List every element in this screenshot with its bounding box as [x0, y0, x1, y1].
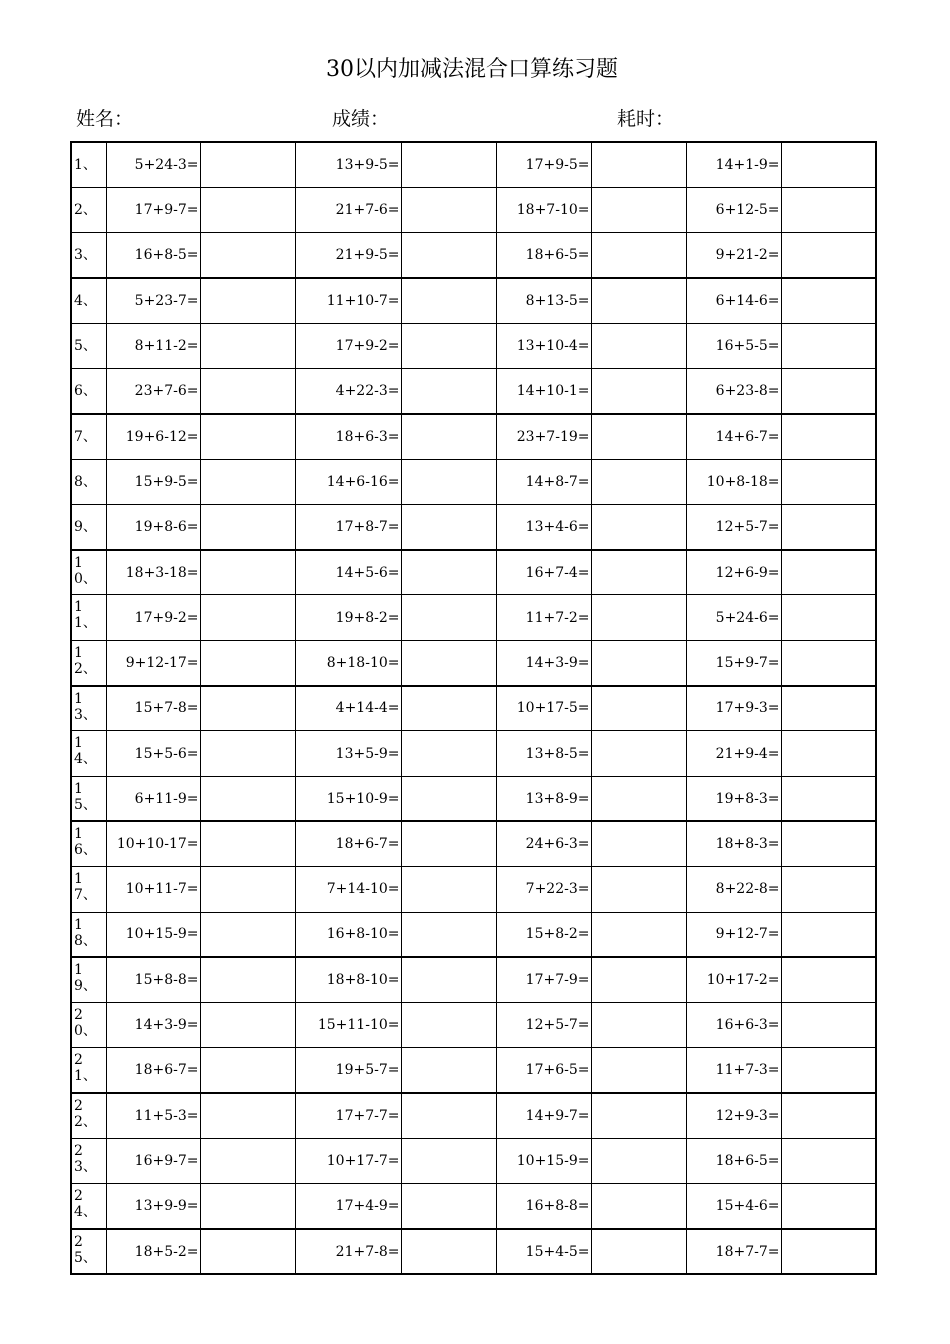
answer-cell[interactable] [401, 912, 496, 957]
answer-cell[interactable] [200, 821, 295, 866]
problem-expression: 11+5-3= [106, 1093, 200, 1138]
problem-expression: 15+8-8= [106, 957, 200, 1002]
answer-cell[interactable] [591, 142, 686, 187]
answer-cell[interactable] [401, 278, 496, 323]
problem-expression: 23+7-19= [496, 414, 591, 459]
answer-cell[interactable] [591, 368, 686, 413]
answer-cell[interactable] [401, 1003, 496, 1048]
problem-expression: 17+8-7= [295, 504, 401, 549]
table-row [71, 640, 876, 685]
table-row [71, 323, 876, 368]
answer-cell[interactable] [200, 731, 295, 776]
answer-cell[interactable] [781, 368, 876, 413]
problem-expression: 17+6-5= [496, 1048, 591, 1093]
problem-expression: 10+17-2= [686, 957, 781, 1002]
answer-cell[interactable] [401, 187, 496, 232]
answer-cell[interactable] [200, 1139, 295, 1184]
problem-expression: 18+7-7= [686, 1229, 781, 1274]
problem-expression: 16+8-8= [496, 1184, 591, 1229]
problem-expression: 14+1-9= [686, 142, 781, 187]
problem-number: 20、 [71, 1003, 106, 1048]
problem-expression: 16+5-5= [686, 323, 781, 368]
answer-cell[interactable] [401, 595, 496, 640]
table-row [71, 1184, 876, 1229]
answer-cell[interactable] [200, 640, 295, 685]
problem-expression: 14+5-6= [295, 550, 401, 595]
problem-expression: 15+8-2= [496, 912, 591, 957]
answer-cell[interactable] [200, 1093, 295, 1138]
problem-expression: 10+8-18= [686, 459, 781, 504]
problem-expression: 6+12-5= [686, 187, 781, 232]
table-row [71, 957, 876, 1002]
table-row [71, 1093, 876, 1138]
answer-cell[interactable] [401, 686, 496, 731]
problem-expression: 11+7-3= [686, 1048, 781, 1093]
problem-expression: 14+10-1= [496, 368, 591, 413]
table-row [71, 867, 876, 912]
problem-number: 15、 [71, 776, 106, 821]
problem-expression: 12+9-3= [686, 1093, 781, 1138]
answer-cell[interactable] [200, 1229, 295, 1274]
answer-cell[interactable] [200, 1048, 295, 1093]
answer-cell[interactable] [781, 550, 876, 595]
answer-cell[interactable] [591, 550, 686, 595]
answer-cell[interactable] [200, 187, 295, 232]
problem-number: 24、 [71, 1184, 106, 1229]
problem-expression: 24+6-3= [496, 821, 591, 866]
answer-cell[interactable] [401, 504, 496, 549]
worksheet-title: 30以内加减法混合口算练习题 [326, 57, 618, 82]
table-row [71, 504, 876, 549]
answer-cell[interactable] [401, 142, 496, 187]
table-row [71, 1003, 876, 1048]
problem-number: 22、 [71, 1093, 106, 1138]
answer-cell[interactable] [591, 776, 686, 821]
table-row [71, 595, 876, 640]
answer-cell[interactable] [781, 278, 876, 323]
answer-cell[interactable] [591, 278, 686, 323]
problem-expression: 21+9-4= [686, 731, 781, 776]
score-label: 成绩： [332, 108, 390, 130]
answer-cell[interactable] [591, 1048, 686, 1093]
answer-cell[interactable] [781, 731, 876, 776]
answer-cell[interactable] [200, 278, 295, 323]
table-row [71, 912, 876, 957]
problem-expression: 5+23-7= [106, 278, 200, 323]
problem-expression: 18+6-5= [496, 233, 591, 278]
problem-expression: 10+15-9= [496, 1139, 591, 1184]
problem-expression: 13+8-9= [496, 776, 591, 821]
problem-number: 13、 [71, 686, 106, 731]
answer-cell[interactable] [781, 1093, 876, 1138]
answer-cell[interactable] [781, 1139, 876, 1184]
problem-number: 16、 [71, 821, 106, 866]
problem-expression: 17+7-9= [496, 957, 591, 1002]
answer-cell[interactable] [781, 912, 876, 957]
problem-number: 25、 [71, 1229, 106, 1274]
problem-expression: 18+5-2= [106, 1229, 200, 1274]
answer-cell[interactable] [591, 640, 686, 685]
answer-cell[interactable] [401, 867, 496, 912]
answer-cell[interactable] [401, 323, 496, 368]
table-row [71, 414, 876, 459]
answer-cell[interactable] [781, 595, 876, 640]
problem-expression: 10+17-7= [295, 1139, 401, 1184]
answer-cell[interactable] [781, 1003, 876, 1048]
problem-expression: 4+22-3= [295, 368, 401, 413]
problem-number: 9、 [71, 504, 106, 549]
problem-expression: 15+7-8= [106, 686, 200, 731]
answer-cell[interactable] [781, 233, 876, 278]
problem-expression: 18+6-3= [295, 414, 401, 459]
answer-cell[interactable] [591, 686, 686, 731]
problem-expression: 14+3-9= [496, 640, 591, 685]
answer-cell[interactable] [401, 1139, 496, 1184]
answer-cell[interactable] [591, 504, 686, 549]
problem-expression: 16+6-3= [686, 1003, 781, 1048]
table-row [71, 776, 876, 821]
answer-cell[interactable] [401, 550, 496, 595]
problem-number: 5、 [71, 323, 106, 368]
problem-expression: 4+14-4= [295, 686, 401, 731]
table-row [71, 459, 876, 504]
table-row [71, 731, 876, 776]
answer-cell[interactable] [200, 1184, 295, 1229]
problem-expression: 8+11-2= [106, 323, 200, 368]
answer-cell[interactable] [200, 414, 295, 459]
answer-cell[interactable] [401, 459, 496, 504]
problem-expression: 19+8-6= [106, 504, 200, 549]
problem-expression: 18+3-18= [106, 550, 200, 595]
problem-expression: 5+24-3= [106, 142, 200, 187]
table-row [71, 142, 876, 187]
table-row [71, 1139, 876, 1184]
problem-expression: 7+14-10= [295, 867, 401, 912]
answer-cell[interactable] [591, 1229, 686, 1274]
problem-number: 19、 [71, 957, 106, 1002]
problem-expression: 14+6-16= [295, 459, 401, 504]
problem-expression: 15+11-10= [295, 1003, 401, 1048]
problem-number: 2、 [71, 187, 106, 232]
problem-expression: 18+6-7= [295, 821, 401, 866]
problem-expression: 10+10-17= [106, 821, 200, 866]
problem-number: 6、 [71, 368, 106, 413]
answer-cell[interactable] [781, 1048, 876, 1093]
answer-cell[interactable] [591, 323, 686, 368]
problem-expression: 17+9-7= [106, 187, 200, 232]
problem-expression: 18+8-10= [295, 957, 401, 1002]
problem-expression: 12+5-7= [496, 1003, 591, 1048]
answer-cell[interactable] [591, 1093, 686, 1138]
problem-expression: 9+21-2= [686, 233, 781, 278]
problem-number: 12、 [71, 640, 106, 685]
answer-cell[interactable] [401, 821, 496, 866]
answer-cell[interactable] [591, 1003, 686, 1048]
answer-cell[interactable] [401, 957, 496, 1002]
answer-cell[interactable] [200, 323, 295, 368]
problem-expression: 14+6-7= [686, 414, 781, 459]
answer-cell[interactable] [591, 912, 686, 957]
problem-expression: 19+8-2= [295, 595, 401, 640]
answer-cell[interactable] [591, 821, 686, 866]
table-row [71, 1229, 876, 1274]
problem-expression: 8+13-5= [496, 278, 591, 323]
answer-cell[interactable] [200, 867, 295, 912]
answer-cell[interactable] [781, 187, 876, 232]
answer-cell[interactable] [200, 459, 295, 504]
answer-cell[interactable] [591, 459, 686, 504]
problem-expression: 15+9-5= [106, 459, 200, 504]
problem-expression: 10+17-5= [496, 686, 591, 731]
problem-expression: 6+11-9= [106, 776, 200, 821]
problem-expression: 16+8-5= [106, 233, 200, 278]
problem-number: 4、 [71, 278, 106, 323]
problem-expression: 5+24-6= [686, 595, 781, 640]
problem-expression: 18+7-10= [496, 187, 591, 232]
answer-cell[interactable] [401, 1048, 496, 1093]
name-label: 姓名： [76, 108, 134, 130]
problem-expression: 16+9-7= [106, 1139, 200, 1184]
problem-expression: 11+10-7= [295, 278, 401, 323]
problem-number: 21、 [71, 1048, 106, 1093]
answer-cell[interactable] [781, 957, 876, 1002]
answer-cell[interactable] [781, 776, 876, 821]
answer-cell[interactable] [781, 323, 876, 368]
answer-cell[interactable] [781, 414, 876, 459]
answer-cell[interactable] [401, 1184, 496, 1229]
table-row [71, 187, 876, 232]
answer-cell[interactable] [591, 1139, 686, 1184]
problem-expression: 12+6-9= [686, 550, 781, 595]
problem-number: 11、 [71, 595, 106, 640]
problem-number: 14、 [71, 731, 106, 776]
answer-cell[interactable] [781, 821, 876, 866]
answer-cell[interactable] [781, 1184, 876, 1229]
problem-expression: 13+9-5= [295, 142, 401, 187]
problem-expression: 15+9-7= [686, 640, 781, 685]
problem-expression: 7+22-3= [496, 867, 591, 912]
problem-table [70, 141, 877, 1275]
answer-cell[interactable] [591, 595, 686, 640]
problem-expression: 17+9-3= [686, 686, 781, 731]
problem-expression: 13+9-9= [106, 1184, 200, 1229]
answer-cell[interactable] [781, 142, 876, 187]
answer-cell[interactable] [401, 776, 496, 821]
answer-cell[interactable] [200, 550, 295, 595]
time-label: 耗时： [617, 108, 675, 130]
answer-cell[interactable] [200, 504, 295, 549]
problem-expression: 19+5-7= [295, 1048, 401, 1093]
problem-expression: 16+8-10= [295, 912, 401, 957]
problem-expression: 18+6-5= [686, 1139, 781, 1184]
problem-expression: 10+11-7= [106, 867, 200, 912]
answer-cell[interactable] [591, 867, 686, 912]
problem-expression: 6+23-8= [686, 368, 781, 413]
problem-number: 10、 [71, 550, 106, 595]
problem-expression: 10+15-9= [106, 912, 200, 957]
answer-cell[interactable] [781, 640, 876, 685]
problem-expression: 13+4-6= [496, 504, 591, 549]
answer-cell[interactable] [591, 1184, 686, 1229]
answer-cell[interactable] [591, 187, 686, 232]
problem-expression: 18+6-7= [106, 1048, 200, 1093]
table-row [71, 368, 876, 413]
table-row [71, 1048, 876, 1093]
problem-expression: 23+7-6= [106, 368, 200, 413]
table-row [71, 233, 876, 278]
problem-expression: 11+7-2= [496, 595, 591, 640]
answer-cell[interactable] [401, 1229, 496, 1274]
answer-cell[interactable] [200, 776, 295, 821]
answer-cell[interactable] [591, 731, 686, 776]
answer-cell[interactable] [200, 1003, 295, 1048]
answer-cell[interactable] [200, 368, 295, 413]
answer-cell[interactable] [781, 1229, 876, 1274]
answer-cell[interactable] [200, 912, 295, 957]
problem-number: 17、 [71, 867, 106, 912]
problem-expression: 13+8-5= [496, 731, 591, 776]
problem-expression: 21+9-5= [295, 233, 401, 278]
problem-number: 18、 [71, 912, 106, 957]
answer-cell[interactable] [781, 867, 876, 912]
problem-expression: 8+22-8= [686, 867, 781, 912]
problem-expression: 14+9-7= [496, 1093, 591, 1138]
problem-number: 1、 [71, 142, 106, 187]
table-row [71, 821, 876, 866]
answer-cell[interactable] [401, 640, 496, 685]
problem-expression: 13+5-9= [295, 731, 401, 776]
problem-expression: 9+12-7= [686, 912, 781, 957]
problem-number: 8、 [71, 459, 106, 504]
problem-expression: 21+7-8= [295, 1229, 401, 1274]
table-row [71, 686, 876, 731]
problem-number: 23、 [71, 1139, 106, 1184]
problem-expression: 17+7-7= [295, 1093, 401, 1138]
answer-cell[interactable] [781, 459, 876, 504]
problem-expression: 17+9-5= [496, 142, 591, 187]
answer-cell[interactable] [781, 686, 876, 731]
answer-cell[interactable] [200, 595, 295, 640]
problem-expression: 9+12-17= [106, 640, 200, 685]
problem-expression: 19+6-12= [106, 414, 200, 459]
problem-expression: 19+8-3= [686, 776, 781, 821]
problem-expression: 8+18-10= [295, 640, 401, 685]
table-row [71, 550, 876, 595]
problem-expression: 13+10-4= [496, 323, 591, 368]
answer-cell[interactable] [200, 142, 295, 187]
problem-number: 3、 [71, 233, 106, 278]
answer-cell[interactable] [781, 504, 876, 549]
answer-cell[interactable] [401, 1093, 496, 1138]
answer-cell[interactable] [401, 233, 496, 278]
answer-cell[interactable] [200, 686, 295, 731]
problem-expression: 17+4-9= [295, 1184, 401, 1229]
table-row [71, 278, 876, 323]
problem-expression: 17+9-2= [295, 323, 401, 368]
problem-expression: 15+10-9= [295, 776, 401, 821]
problem-expression: 14+3-9= [106, 1003, 200, 1048]
problem-expression: 14+8-7= [496, 459, 591, 504]
answer-cell[interactable] [591, 414, 686, 459]
answer-cell[interactable] [401, 414, 496, 459]
problem-expression: 15+4-6= [686, 1184, 781, 1229]
answer-cell[interactable] [401, 731, 496, 776]
problem-expression: 15+4-5= [496, 1229, 591, 1274]
answer-cell[interactable] [401, 368, 496, 413]
problem-expression: 12+5-7= [686, 504, 781, 549]
problem-expression: 18+8-3= [686, 821, 781, 866]
problem-expression: 16+7-4= [496, 550, 591, 595]
problem-expression: 6+14-6= [686, 278, 781, 323]
answer-cell[interactable] [200, 957, 295, 1002]
problem-expression: 17+9-2= [106, 595, 200, 640]
answer-cell[interactable] [591, 957, 686, 1002]
problem-expression: 21+7-6= [295, 187, 401, 232]
answer-cell[interactable] [591, 233, 686, 278]
answer-cell[interactable] [200, 233, 295, 278]
problem-number: 7、 [71, 414, 106, 459]
problem-expression: 15+5-6= [106, 731, 200, 776]
